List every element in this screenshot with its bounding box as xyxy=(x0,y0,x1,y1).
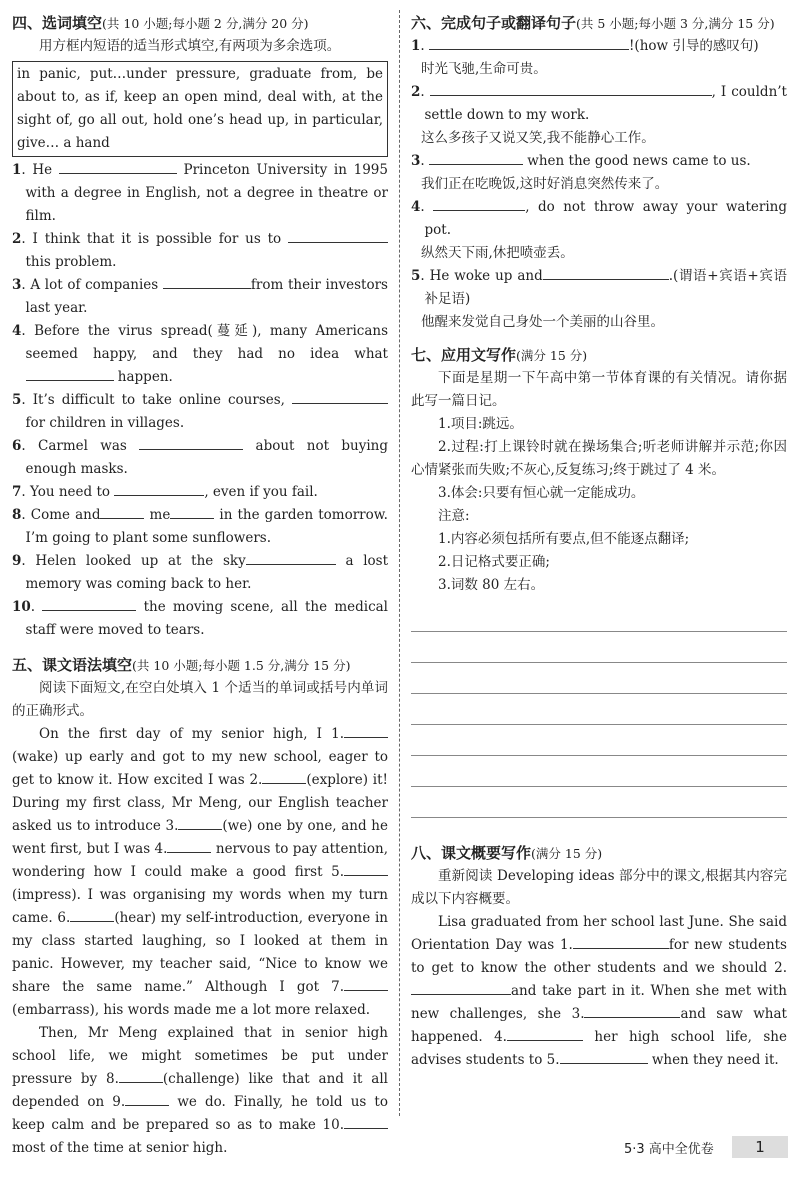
answer-blank[interactable] xyxy=(344,1115,388,1130)
chinese-sentence: 纵然天下雨,休把喷壶丢。 xyxy=(421,245,574,261)
question-item: 10. the moving scene, all the medical staff were moved to tears. xyxy=(12,596,388,642)
question-item: 5. He woke up and .(谓语+宾语+宾语补足语) xyxy=(411,265,787,311)
question-item: 1. He Princeton University in 1995 with a degree in English, not a degree in theatre or film. xyxy=(12,159,388,228)
summary-paragraph: Lisa graduated from her school last June. She said Orientation Day was 1. for new students to get to know the other students and we should 2.and take part in it. When she met with new challenges, she 3. and saw what happened. 4. her high school life, she advises students to 5. when they need it. xyxy=(411,914,787,1068)
answer-blank[interactable] xyxy=(543,266,669,281)
answer-blank[interactable] xyxy=(573,935,669,950)
answer-blank[interactable] xyxy=(429,36,629,51)
answer-blank[interactable] xyxy=(42,597,136,612)
note-item: 1.内容必须包括所有要点,但不能逐点翻译; xyxy=(438,531,690,547)
answer-blank[interactable] xyxy=(584,1004,680,1019)
answer-blank[interactable] xyxy=(178,816,222,831)
answer-blank[interactable] xyxy=(433,197,525,212)
passage-paragraph-2: Then, Mr Meng explained that in senior high school life, we might sometimes be put under pressure by 8. (challenge) like that and it all depended on 9. we do. Finally, he told us to keep calm and be prepared so as to make 10. most of the time at senior high. xyxy=(12,1025,388,1156)
passage-paragraph-1: On the first day of my senior high, I 1.(wake) up early and got to my new school, eager to get to know it. How excited I was 2. (explore) it! During my first class, Mr Meng, our English teacher asked us to introduce 3. (we) one by one, and he went first, but I was 4. nervous to pay attention, wondering how I could make a good first 5.(impress). I was organising my words when my turn came. 6. (hear) my self-introduction, everyone in my class started laughing, so I looked at them in panic. However, my teacher said, “Nice to know we share the same name.” Although I got 7.(embarrass), his words made me a lot more relaxed. xyxy=(12,723,388,1022)
question-item: 4. , do not throw away your watering pot. xyxy=(411,196,787,242)
chinese-sentence: 他醒来发觉自己身处一个美丽的山谷里。 xyxy=(421,314,664,330)
section-7-instruction: 下面是星期一下午高中第一节体育课的有关情况。请你据此写一篇日记。 xyxy=(411,370,787,409)
answer-blank[interactable] xyxy=(114,482,204,497)
answer-blank[interactable] xyxy=(344,724,388,739)
section-7-title: 七、应用文写作(满分 15 分) xyxy=(411,346,588,364)
writing-line[interactable] xyxy=(411,725,787,756)
column-divider xyxy=(399,10,400,1116)
answer-blank[interactable] xyxy=(100,505,144,520)
answer-blank[interactable] xyxy=(59,160,177,175)
question-item: 5. It’s difficult to take online courses, for children in villages. xyxy=(12,389,388,435)
answer-blank[interactable] xyxy=(344,862,388,877)
answer-blank[interactable] xyxy=(167,839,211,854)
answer-blank[interactable] xyxy=(430,82,712,97)
answer-blank[interactable] xyxy=(560,1050,648,1065)
section-6-title: 六、完成句子或翻译句子(共 5 小题;每小题 3 分,满分 15 分) xyxy=(411,14,775,32)
question-item: 2. , I couldn’t settle down to my work. xyxy=(411,81,787,127)
point-item: 1.项目:跳远。 xyxy=(438,416,523,432)
left-column xyxy=(12,12,388,1160)
chinese-sentence: 时光飞驰,生命可贵。 xyxy=(421,61,547,77)
page-footer xyxy=(624,1136,786,1158)
answer-blank[interactable] xyxy=(246,551,336,566)
answer-blank[interactable] xyxy=(26,367,114,382)
page-number: 1 xyxy=(732,1136,788,1158)
question-item: 1. !(how 引导的感叹句) xyxy=(411,35,787,58)
footer-brand: 5·3 高中全优卷 xyxy=(624,1142,714,1157)
question-item: 9. Helen looked up at the sky a lost memory was coming back to her. xyxy=(12,550,388,596)
question-item: 3. when the good news came to us. xyxy=(411,150,787,173)
point-item: 3.体会:只要有恒心就一定能成功。 xyxy=(438,485,645,501)
question-item: 4. Before the virus spread(蔓延), many Americans seemed happy, and they had no idea what happen. xyxy=(12,323,388,385)
answer-blank[interactable] xyxy=(163,275,251,290)
right-column xyxy=(411,12,787,1072)
question-item: 2. I think that it is possible for us to this problem. xyxy=(12,228,388,274)
phrase-box: in panic, put…under pressure, graduate from, be about to, as if, keep an open mind, deal with, at the sight of, go all out, hold one’s head up, in particular, give… a hand xyxy=(12,61,388,157)
answer-blank[interactable] xyxy=(119,1069,163,1084)
writing-line[interactable] xyxy=(411,787,787,818)
writing-line[interactable] xyxy=(411,632,787,663)
question-item: 6. Carmel was about not buying enough masks. xyxy=(12,435,388,481)
note-item: 2.日记格式要正确; xyxy=(438,554,550,570)
writing-line[interactable] xyxy=(411,663,787,694)
answer-blank[interactable] xyxy=(507,1027,583,1042)
section-8-instruction: 重新阅读 Developing ideas 部分中的课文,根据其内容完成以下内容概要。 xyxy=(411,868,787,907)
section-4-instruction: 用方框内短语的适当形式填空,有两项为多余选项。 xyxy=(39,38,341,54)
answer-blank[interactable] xyxy=(292,390,388,405)
section-5-instruction: 阅读下面短文,在空白处填入 1 个适当的单词或括号内单词的正确形式。 xyxy=(12,680,388,719)
answer-blank[interactable] xyxy=(288,229,388,244)
answer-blank[interactable] xyxy=(344,977,388,992)
answer-blank[interactable] xyxy=(139,436,243,451)
section-8-title: 八、课文概要写作(满分 15 分) xyxy=(411,844,603,862)
answer-blank[interactable] xyxy=(429,151,523,166)
answer-blank[interactable] xyxy=(170,505,214,520)
chinese-sentence: 我们正在吃晚饭,这时好消息突然传来了。 xyxy=(421,176,669,192)
point-item: 2.过程:打上课铃时就在操场集合;听老师讲解并示范;你因心情紧张而失败;不灰心,反复练习;终于跳过了 4 米。 xyxy=(411,439,787,478)
answer-blank[interactable] xyxy=(70,908,114,923)
answer-blank[interactable] xyxy=(262,770,306,785)
writing-line[interactable] xyxy=(411,601,787,632)
notes-label: 注意: xyxy=(438,508,470,524)
answer-blank[interactable] xyxy=(125,1092,169,1107)
section-4-title: 四、选词填空(共 10 小题;每小题 2 分,满分 20 分) xyxy=(12,14,309,32)
section-5-title: 五、课文语法填空(共 10 小题;每小题 1.5 分,满分 15 分) xyxy=(12,656,351,674)
answer-blank[interactable] xyxy=(411,981,511,996)
writing-line[interactable] xyxy=(411,694,787,725)
question-item: 8. Come and me in the garden tomorrow. I’m going to plant some sunflowers. xyxy=(12,504,388,550)
question-item: 3. A lot of companies from their investors last year. xyxy=(12,274,388,320)
question-item: 7. You need to , even if you fail. xyxy=(12,481,388,504)
writing-line[interactable] xyxy=(411,756,787,787)
note-item: 3.词数 80 左右。 xyxy=(438,577,545,593)
chinese-sentence: 这么多孩子又说又笑,我不能静心工作。 xyxy=(421,130,655,146)
